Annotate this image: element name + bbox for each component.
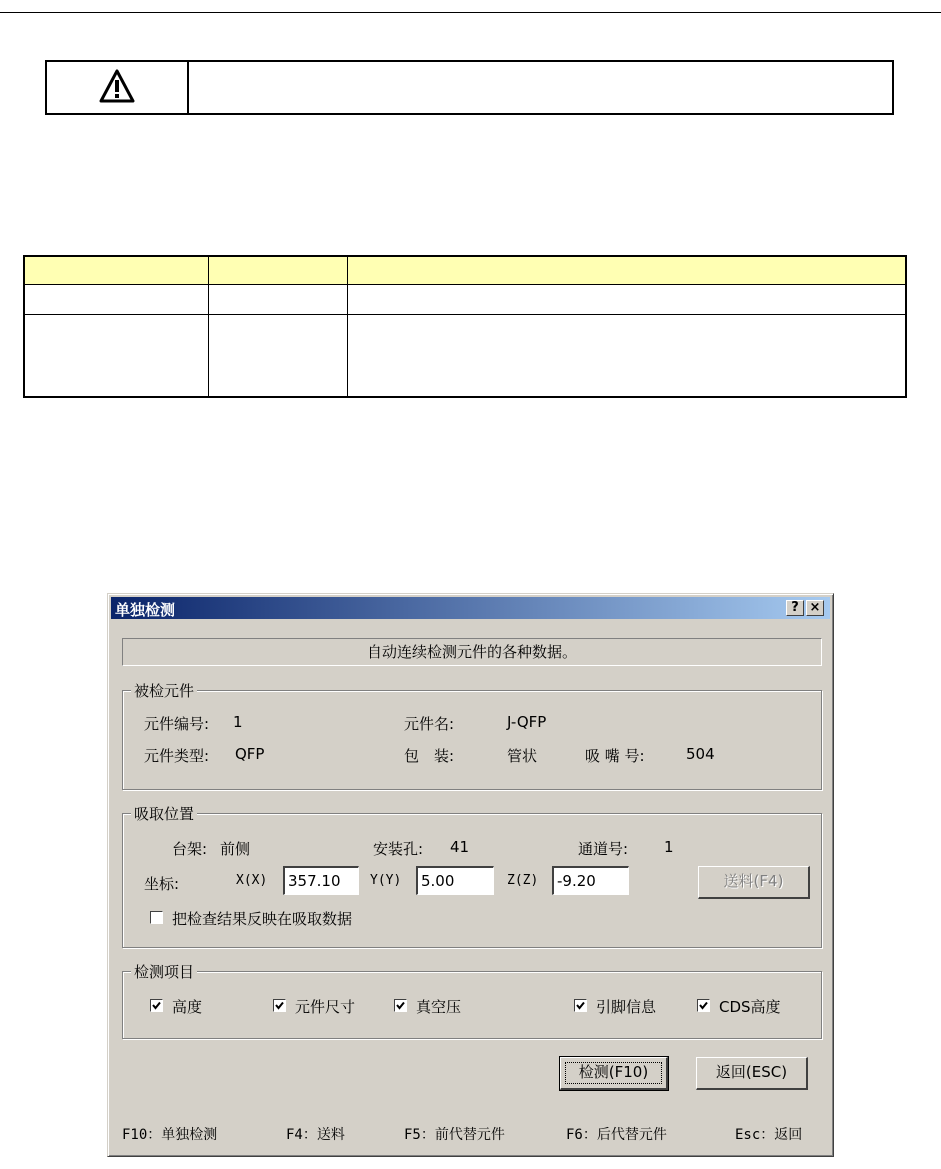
checkmark-icon [699, 1001, 708, 1010]
rack-value: 前侧 [220, 840, 251, 858]
channel-value: 1 [664, 838, 674, 856]
warning-icon-cell [47, 62, 189, 113]
component-size-label: 元件尺寸 [295, 998, 356, 1016]
component-type-value: QFP [235, 745, 265, 763]
warning-icon [99, 69, 135, 103]
component-name-label: 元件名: [404, 715, 455, 733]
cds-height-label: CDS高度 [719, 998, 781, 1016]
z-coordinate-field[interactable]: -9.20 [552, 866, 629, 895]
y-label: Y(Y) [370, 873, 402, 888]
checkmark-icon [275, 1001, 284, 1010]
dialog-title: 单独检测 [115, 601, 176, 619]
component-size-checkbox[interactable] [273, 999, 286, 1012]
header-rule [0, 12, 941, 13]
y-coordinate-field[interactable]: 5.00 [416, 866, 494, 895]
component-group [122, 682, 822, 790]
close-button[interactable]: × [806, 600, 824, 616]
component-type-label: 元件类型: [144, 747, 210, 765]
pickup-group-legend: 吸取位置 [131, 803, 197, 824]
component-group-legend: 被检元件 [131, 680, 197, 701]
x-label: X(X) [236, 873, 268, 888]
hole-label: 安装孔: [373, 840, 424, 858]
component-number-value: 1 [233, 713, 243, 731]
nozzle-value: 504 [686, 745, 715, 763]
x-coordinate-field[interactable]: 357.10 [283, 866, 359, 895]
return-button[interactable]: 返回(ESC) [696, 1057, 808, 1090]
detect-button-label: 检测(F10) [578, 1063, 649, 1081]
spec-table [23, 255, 907, 398]
hole-value: 41 [450, 838, 470, 856]
z-label: Z(Z) [507, 873, 539, 888]
reflect-label: 把检查结果反映在吸取数据 [172, 910, 353, 928]
pickup-position-group [122, 805, 822, 948]
single-check-dialog [107, 593, 834, 1157]
cds-height-checkbox[interactable] [697, 999, 710, 1012]
status-f6: F6：后代替元件 [566, 1127, 667, 1143]
height-checkbox[interactable] [150, 999, 163, 1012]
feed-button[interactable]: 送料(F4) [698, 866, 810, 899]
status-f5: F5：前代替元件 [404, 1127, 505, 1143]
coord-label: 坐标: [144, 875, 180, 893]
reflect-checkbox[interactable] [150, 911, 163, 924]
nozzle-label: 吸 嘴 号: [585, 747, 645, 765]
table-header-row [24, 256, 906, 285]
status-esc: Esc：返回 [735, 1127, 803, 1143]
items-group-legend: 检测项目 [131, 961, 197, 982]
rack-label: 台架: [172, 840, 208, 858]
help-button[interactable]: ? [786, 600, 804, 616]
warning-box [45, 60, 894, 115]
checkmark-icon [152, 1001, 161, 1010]
status-f10: F10：单独检测 [122, 1127, 218, 1143]
description-banner: 自动连续检测元件的各种数据。 [122, 638, 822, 666]
status-f4: F4：送料 [286, 1127, 345, 1143]
height-label: 高度 [172, 998, 203, 1016]
channel-label: 通道号: [578, 840, 629, 858]
vacuum-label: 真空压 [416, 998, 462, 1016]
package-label: 包 装: [404, 747, 455, 765]
component-name-value: J-QFP [507, 713, 547, 731]
title-bar[interactable] [111, 597, 830, 619]
lead-info-checkbox[interactable] [574, 999, 587, 1012]
checkmark-icon [396, 1001, 405, 1010]
component-number-label: 元件编号: [144, 715, 210, 733]
focus-ring [565, 1062, 662, 1084]
detection-items-group [122, 963, 822, 1039]
table-row [24, 315, 906, 398]
vacuum-checkbox[interactable] [394, 999, 407, 1012]
lead-info-label: 引脚信息 [596, 998, 657, 1016]
table-row [24, 285, 906, 315]
checkmark-icon [576, 1001, 585, 1010]
package-value: 管状 [507, 747, 538, 765]
detect-button[interactable] [560, 1057, 668, 1090]
